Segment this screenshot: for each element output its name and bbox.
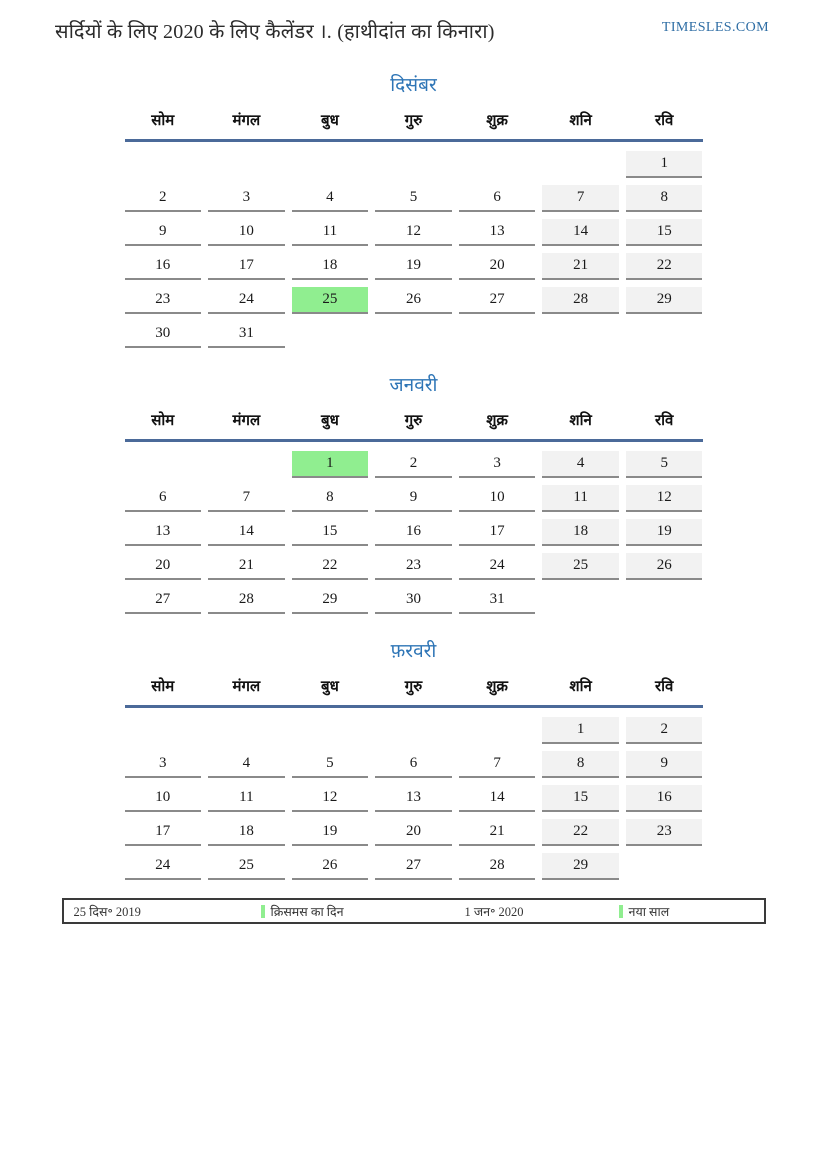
month-december: [125, 71, 703, 348]
weekday-label: शनि: [569, 679, 592, 695]
day-cell-empty: [626, 321, 703, 348]
day-cell-24: 24: [125, 853, 202, 880]
day-cell-14: 14: [459, 785, 536, 812]
day-cell-13: 13: [459, 219, 536, 246]
day-cell-29: 29: [292, 587, 369, 614]
weekday-label: गुरु: [404, 679, 423, 695]
day-cell-empty: [375, 151, 452, 178]
day-cell-11: 11: [208, 785, 285, 812]
day-cell-12: 12: [626, 485, 703, 512]
day-cell-7: 7: [208, 485, 285, 512]
day-cell-20: 20: [125, 553, 202, 580]
holiday-marker-icon: [619, 905, 623, 918]
day-cell-empty: [459, 717, 536, 744]
day-cell-27: 27: [459, 287, 536, 314]
month-title-january: जनवरी: [389, 375, 438, 396]
day-cell-16: 16: [375, 519, 452, 546]
day-cell-13: 13: [125, 519, 202, 546]
page-header: [0, 0, 827, 44]
day-cell-21: 21: [459, 819, 536, 846]
weekday-label: शुक्र: [486, 413, 508, 429]
day-cell-5: 5: [375, 185, 452, 212]
day-cell-25: 25: [292, 287, 369, 314]
day-cell-4: 4: [542, 451, 619, 478]
day-cell-22: 22: [542, 819, 619, 846]
day-cell-31: 31: [208, 321, 285, 348]
day-cell-19: 19: [626, 519, 703, 546]
legend-holiday-label: क्रिसमस का दिन: [270, 904, 344, 919]
day-cell-empty: [626, 853, 703, 880]
day-cell-2: 2: [375, 451, 452, 478]
legend-bar: [62, 898, 766, 924]
day-cell-12: 12: [292, 785, 369, 812]
weekday-label: बुध: [321, 413, 339, 429]
day-cell-23: 23: [125, 287, 202, 314]
day-cell-6: 6: [125, 485, 202, 512]
day-cell-22: 22: [292, 553, 369, 580]
day-cell-8: 8: [626, 185, 703, 212]
day-cell-empty: [125, 717, 202, 744]
legend-holiday: [261, 903, 465, 920]
weekday-label: रवि: [655, 413, 674, 429]
day-cell-9: 9: [626, 751, 703, 778]
legend-date: 25 दिस॰ 2019: [73, 904, 141, 919]
day-cell-17: 17: [459, 519, 536, 546]
day-cell-29: 29: [542, 853, 619, 880]
weekday-label: शुक्र: [486, 113, 508, 129]
day-cell-2: 2: [125, 185, 202, 212]
weekday-header-row: [125, 410, 703, 442]
day-cell-1: 1: [292, 451, 369, 478]
weekday-label: मंगल: [232, 679, 261, 695]
day-cell-empty: [208, 151, 285, 178]
weekday-label: सोम: [151, 413, 175, 429]
day-cell-1: 1: [542, 717, 619, 744]
weekday-label: शनि: [569, 113, 592, 129]
day-cell-14: 14: [542, 219, 619, 246]
day-cell-21: 21: [208, 553, 285, 580]
weekday-label: मंगल: [232, 413, 261, 429]
day-cell-empty: [459, 321, 536, 348]
weekday-label: शनि: [569, 413, 592, 429]
month-title-february: फ़रवरी: [390, 641, 437, 662]
day-cell-27: 27: [375, 853, 452, 880]
day-cell-10: 10: [125, 785, 202, 812]
day-cell-5: 5: [292, 751, 369, 778]
day-cell-1: 1: [626, 151, 703, 178]
day-cell-28: 28: [208, 587, 285, 614]
day-cell-17: 17: [208, 253, 285, 280]
day-cell-31: 31: [459, 587, 536, 614]
day-cell-3: 3: [208, 185, 285, 212]
day-cell-6: 6: [459, 185, 536, 212]
day-cell-22: 22: [626, 253, 703, 280]
legend-holiday-label: नया साल: [628, 904, 670, 919]
day-cell-16: 16: [125, 253, 202, 280]
day-cell-4: 4: [292, 185, 369, 212]
month-grid-january: [125, 451, 703, 614]
day-cell-8: 8: [292, 485, 369, 512]
day-cell-10: 10: [208, 219, 285, 246]
day-cell-21: 21: [542, 253, 619, 280]
day-cell-25: 25: [542, 553, 619, 580]
weekday-header-row: [125, 676, 703, 708]
day-cell-20: 20: [375, 819, 452, 846]
weekday-label: सोम: [151, 113, 175, 129]
holiday-marker-icon: [261, 905, 265, 918]
day-cell-empty: [292, 717, 369, 744]
day-cell-20: 20: [459, 253, 536, 280]
day-cell-17: 17: [125, 819, 202, 846]
day-cell-25: 25: [208, 853, 285, 880]
day-cell-26: 26: [626, 553, 703, 580]
day-cell-15: 15: [542, 785, 619, 812]
day-cell-14: 14: [208, 519, 285, 546]
day-cell-19: 19: [292, 819, 369, 846]
day-cell-7: 7: [542, 185, 619, 212]
day-cell-empty: [375, 717, 452, 744]
month-grid-february: [125, 717, 703, 880]
weekday-label: मंगल: [232, 113, 261, 129]
weekday-label: गुरु: [404, 413, 423, 429]
day-cell-11: 11: [542, 485, 619, 512]
weekday-label: बुध: [321, 113, 339, 129]
day-cell-empty: [292, 321, 369, 348]
weekday-label: बुध: [321, 679, 339, 695]
day-cell-30: 30: [375, 587, 452, 614]
weekday-header-row: [125, 110, 703, 142]
day-cell-empty: [125, 151, 202, 178]
weekday-label: सोम: [151, 679, 175, 695]
day-cell-24: 24: [459, 553, 536, 580]
month-title-december: दिसंबर: [390, 75, 437, 96]
day-cell-26: 26: [375, 287, 452, 314]
site-link[interactable]: TIMESLES.COM: [661, 20, 769, 35]
month-february: [125, 637, 703, 880]
day-cell-23: 23: [626, 819, 703, 846]
day-cell-11: 11: [292, 219, 369, 246]
day-cell-4: 4: [208, 751, 285, 778]
day-cell-26: 26: [292, 853, 369, 880]
day-cell-9: 9: [125, 219, 202, 246]
day-cell-18: 18: [542, 519, 619, 546]
month-january: [125, 371, 703, 614]
day-cell-15: 15: [292, 519, 369, 546]
day-cell-2: 2: [626, 717, 703, 744]
day-cell-5: 5: [626, 451, 703, 478]
day-cell-27: 27: [125, 587, 202, 614]
day-cell-18: 18: [208, 819, 285, 846]
day-cell-9: 9: [375, 485, 452, 512]
legend-date: 1 जन॰ 2020: [464, 904, 524, 919]
day-cell-28: 28: [459, 853, 536, 880]
day-cell-empty: [542, 151, 619, 178]
day-cell-3: 3: [459, 451, 536, 478]
legend-holiday: [619, 903, 670, 920]
day-cell-23: 23: [375, 553, 452, 580]
day-cell-30: 30: [125, 321, 202, 348]
day-cell-empty: [459, 151, 536, 178]
day-cell-12: 12: [375, 219, 452, 246]
day-cell-empty: [292, 151, 369, 178]
weekday-label: शुक्र: [486, 679, 508, 695]
day-cell-empty: [208, 717, 285, 744]
day-cell-15: 15: [626, 219, 703, 246]
day-cell-18: 18: [292, 253, 369, 280]
weekday-label: गुरु: [404, 113, 423, 129]
day-cell-3: 3: [125, 751, 202, 778]
day-cell-empty: [125, 451, 202, 478]
day-cell-19: 19: [375, 253, 452, 280]
day-cell-8: 8: [542, 751, 619, 778]
weekday-label: रवि: [655, 679, 674, 695]
day-cell-6: 6: [375, 751, 452, 778]
day-cell-empty: [626, 587, 703, 614]
day-cell-empty: [542, 321, 619, 348]
month-grid-december: [125, 151, 703, 348]
weekday-label: रवि: [655, 113, 674, 129]
day-cell-28: 28: [542, 287, 619, 314]
day-cell-empty: [375, 321, 452, 348]
page-title: सर्दियों के लिए 2020 के लिए कैलेंडर ।. (हाथीदांत का किनारा): [55, 21, 495, 43]
day-cell-29: 29: [626, 287, 703, 314]
day-cell-empty: [208, 451, 285, 478]
day-cell-13: 13: [375, 785, 452, 812]
day-cell-empty: [542, 587, 619, 614]
day-cell-16: 16: [626, 785, 703, 812]
day-cell-24: 24: [208, 287, 285, 314]
day-cell-7: 7: [459, 751, 536, 778]
day-cell-10: 10: [459, 485, 536, 512]
